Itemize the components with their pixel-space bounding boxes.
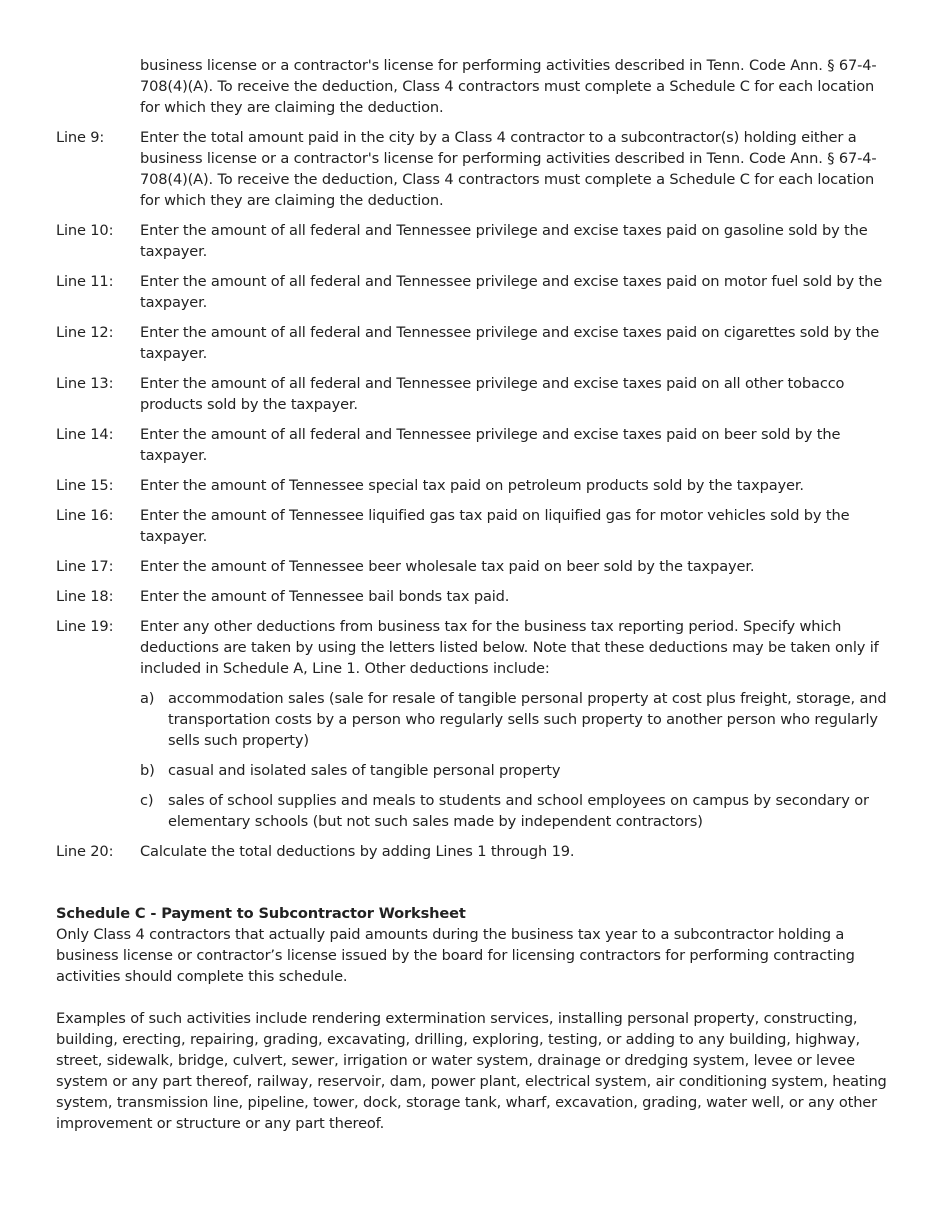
- sub-item-text: accommodation sales (sale for resale of tangible personal property at cost plus freight, storage, and transportation costs by a person who regularly sells such property to another person who regularly sells such property): [168, 690, 887, 749]
- line-label: Line 14:: [56, 426, 114, 443]
- line-label: Line 13:: [56, 375, 114, 392]
- line-item-13: [56, 373, 888, 415]
- line-item-9: [56, 127, 888, 211]
- sub-item-text: sales of school supplies and meals to students and school employees on campus by secondary or elementary schools (but not such sales made by independent contractors): [168, 792, 869, 830]
- line-text: Enter the amount of all federal and Tennessee privilege and excise taxes paid on motor fuel sold by the taxpayer.: [140, 273, 883, 311]
- line-item-16: [56, 505, 888, 547]
- section-title: Schedule C - Payment to Subcontractor Worksheet: [56, 905, 466, 922]
- line-text: Calculate the total deductions by adding Lines 1 through 19.: [140, 843, 575, 860]
- line-item-17: [56, 556, 888, 577]
- line-text: Enter the amount of all federal and Tennessee privilege and excise taxes paid on all other tobacco products sold by the taxpayer.: [140, 375, 845, 413]
- line-item-10: [56, 220, 888, 262]
- line-text: Enter the total amount paid in the city by a Class 4 contractor to a subcontractor(s) holding either a business license or a contractor's license for performing activities described in Tenn. Code Ann. § 67-4-708(4)(A). To receive the deduction, Class 4 contractors must complete a Schedule C for each location for which they are claiming the deduction.: [140, 129, 877, 209]
- sub-item-a: [140, 688, 888, 751]
- line-item-12: [56, 322, 888, 364]
- line-text: Enter the amount of Tennessee liquified gas tax paid on liquified gas for motor vehicles sold by the taxpayer.: [140, 507, 850, 545]
- sub-item-label: c): [140, 792, 154, 809]
- sub-item-label: b): [140, 762, 155, 779]
- line-text: Enter the amount of Tennessee special tax paid on petroleum products sold by the taxpayer.: [140, 477, 804, 494]
- line-label: Line 18:: [56, 588, 114, 605]
- line-label: Line 20:: [56, 843, 114, 860]
- line-item-18: [56, 586, 888, 607]
- line-label: Line 11:: [56, 273, 114, 290]
- sub-item-b: [140, 760, 888, 781]
- line-item-11: [56, 271, 888, 313]
- line-text: Enter the amount of Tennessee beer wholesale tax paid on beer sold by the taxpayer.: [140, 558, 755, 575]
- sub-item-c: [140, 790, 888, 832]
- line-label: Line 19:: [56, 618, 114, 635]
- line-label: Line 15:: [56, 477, 114, 494]
- line-label: Line 16:: [56, 507, 114, 524]
- line-item-20: [56, 841, 888, 862]
- line-text: Enter the amount of Tennessee bail bonds tax paid.: [140, 588, 510, 605]
- sub-item-text: casual and isolated sales of tangible personal property: [168, 762, 561, 779]
- line-item-15: [56, 475, 888, 496]
- line-text: Enter any other deductions from business tax for the business tax reporting period. Specify which deductions are taken by using the letters listed below. Note that these deductions may be taken only if included in Schedule A, Line 1. Other deductions include:: [140, 618, 879, 677]
- sub-item-label: a): [140, 690, 155, 707]
- line-label: Line 17:: [56, 558, 114, 575]
- line-item-19: [56, 616, 888, 679]
- section-paragraph: Only Class 4 contractors that actually paid amounts during the business tax year to a subcontractor holding a business license or contractor’s license issued by the board for licensing contractors for performing contracting activities should complete this schedule.: [56, 926, 855, 985]
- line-label: Line 10:: [56, 222, 114, 239]
- line-label: Line 9:: [56, 129, 105, 146]
- line-text: Enter the amount of all federal and Tennessee privilege and excise taxes paid on gasoline sold by the taxpayer.: [140, 222, 868, 260]
- line-text: Enter the amount of all federal and Tennessee privilege and excise taxes paid on beer sold by the taxpayer.: [140, 426, 841, 464]
- line-text: Enter the amount of all federal and Tennessee privilege and excise taxes paid on cigarettes sold by the taxpayer.: [140, 324, 880, 362]
- section-paragraph: Examples of such activities include rendering extermination services, installing personal property, constructing, building, erecting, repairing, grading, excavating, drilling, exploring, testing, or adding to any building, highway, street, sidewalk, bridge, culvert, sewer, irrigation or water system, drainage or dredging system, levee or levee system or any part thereof, railway, reservoir, dam, power plant, electrical system, air conditioning system, heating system, transmission line, pipeline, tower, dock, storage tank, wharf, excavation, grading, water well, or any other improvement or structure or any part thereof.: [56, 1010, 887, 1132]
- continued-paragraph: business license or a contractor's license for performing activities described in Tenn. Code Ann. § 67-4-708(4)(A). To receive the deduction, Class 4 contractors must complete a Schedule C for each location for which they are claiming the deduction.: [140, 57, 877, 116]
- line-item-14: [56, 424, 888, 466]
- line-label: Line 12:: [56, 324, 114, 341]
